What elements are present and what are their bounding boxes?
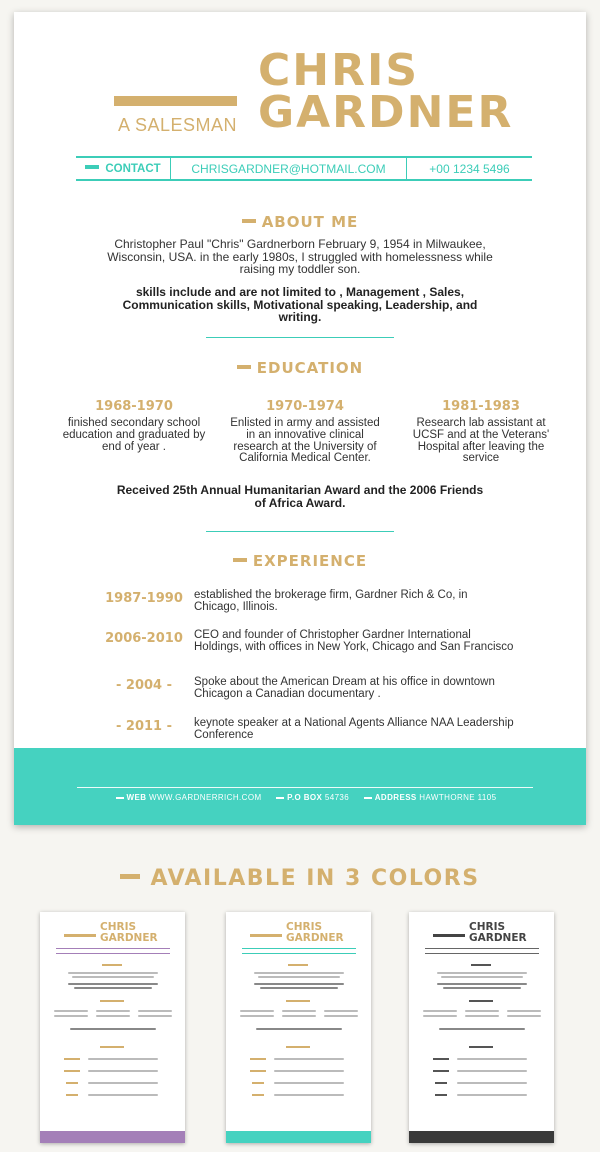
thumb-line [54, 1015, 88, 1017]
thumb-line [441, 976, 523, 978]
education-text: Research lab assistant at UCSF and at the Veterans' Hospital after leaving the service [412, 417, 550, 465]
experience-item [94, 718, 524, 742]
thumb-line [88, 1070, 158, 1072]
last-name: GARDNER [258, 87, 514, 138]
thumb-line [324, 1015, 358, 1017]
thumb-year [64, 1070, 80, 1072]
thumb-contact-bar [242, 948, 356, 954]
thumb-section [100, 1000, 124, 1002]
thumb-line [74, 987, 152, 989]
experience-item [94, 590, 524, 614]
thumb-year [66, 1094, 78, 1096]
web-label: WEB [126, 793, 147, 802]
thumb-line [254, 972, 344, 974]
thumb-line [88, 1094, 158, 1096]
thumb-section [286, 1000, 310, 1002]
thumb-line [70, 1028, 156, 1030]
thumb-line [138, 1015, 172, 1017]
divider [206, 531, 394, 532]
thumb-accent-bar [64, 934, 96, 937]
thumb-line [507, 1015, 541, 1017]
thumb-section [100, 1046, 124, 1048]
contact-phone[interactable]: +00 1234 5496 [429, 161, 510, 176]
full-name [258, 45, 514, 138]
thumb-footer [409, 1131, 554, 1143]
about-title: ABOUT ME [14, 213, 586, 231]
thumb-line [96, 1015, 130, 1017]
experience-years: - 2004 - [115, 678, 173, 693]
web-link[interactable]: WWW.GARDNERRICH.COM [149, 793, 262, 802]
dash-icon [116, 797, 124, 799]
thumb-line [72, 976, 154, 978]
thumb-year [252, 1082, 264, 1084]
thumb-line [465, 1015, 499, 1017]
thumb-line [274, 1058, 344, 1060]
thumb-line [443, 987, 521, 989]
first-name: CHRIS [258, 45, 420, 96]
thumb-year [435, 1094, 447, 1096]
thumb-contact-bar [56, 948, 170, 954]
thumb-footer [40, 1131, 185, 1143]
thumb-section [286, 1046, 310, 1048]
po-box-label: P.O BOX [287, 793, 323, 802]
thumb-section [102, 964, 122, 966]
thumb-year [250, 1070, 266, 1072]
thumb-year [250, 1058, 266, 1060]
experience-years: 2006-2010 [105, 631, 183, 646]
thumb-line [68, 972, 158, 974]
variant-thumbnail-purple[interactable] [40, 912, 185, 1143]
thumb-line [96, 1010, 130, 1012]
dash-icon [364, 797, 372, 799]
thumb-line [439, 1028, 525, 1030]
thumb-accent-bar [250, 934, 282, 937]
thumb-line [240, 1015, 274, 1017]
education-item [225, 399, 385, 465]
dash-icon [242, 219, 256, 223]
education-text: Enlisted in army and assisted in an innovative clinical research at the University of California Medical Center. [230, 417, 380, 465]
thumb-year [66, 1082, 78, 1084]
variants-title: AVAILABLE IN 3 COLORS [0, 866, 600, 891]
skills-text: skills include and are not limited to , Management , Sales, Communication skills, Motivational speaking, Leadership, and writing. [122, 285, 478, 324]
thumb-line [256, 1028, 342, 1030]
education-years: 1968-1970 [95, 399, 173, 414]
thumb-year [433, 1070, 449, 1072]
resume-card [14, 12, 586, 825]
thumb-line [437, 983, 527, 985]
thumb-name: CHRIS GARDNER [469, 921, 527, 944]
thumb-line [507, 1010, 541, 1012]
education-title: EDUCATION [14, 359, 586, 377]
experience-text: Spoke about the American Dream at his office in downtown Chicagon a Canadian documentary . [194, 676, 495, 700]
dash-icon [120, 874, 140, 879]
thumb-line [457, 1094, 527, 1096]
po-box-value: 54736 [324, 793, 350, 802]
footer-divider [77, 787, 533, 788]
thumb-year [433, 1058, 449, 1060]
thumb-year [252, 1094, 264, 1096]
education-item [401, 399, 561, 465]
experience-text: keynote speaker at a National Agents Alliance NAA Leadership Conference [194, 717, 514, 741]
thumb-line [437, 972, 527, 974]
thumb-line [258, 976, 340, 978]
divider [206, 337, 394, 338]
thumb-year [64, 1058, 80, 1060]
thumb-section [469, 1046, 493, 1048]
experience-item [94, 630, 524, 654]
thumb-line [138, 1010, 172, 1012]
job-role: A SALESMAN [118, 115, 238, 135]
thumb-line [324, 1010, 358, 1012]
thumb-section [288, 964, 308, 966]
thumb-line [465, 1010, 499, 1012]
thumb-line [274, 1082, 344, 1084]
thumb-section [471, 964, 491, 966]
education-years: 1970-1974 [266, 399, 344, 414]
dash-icon [233, 558, 247, 562]
thumb-line [274, 1070, 344, 1072]
thumb-year [435, 1082, 447, 1084]
thumb-line [54, 1010, 88, 1012]
thumb-section [469, 1000, 493, 1002]
thumb-accent-bar [433, 934, 465, 937]
thumb-line [423, 1015, 457, 1017]
thumb-line [260, 987, 338, 989]
experience-item [94, 677, 524, 701]
thumb-name: CHRIS GARDNER [286, 921, 344, 944]
dash-icon [237, 365, 251, 369]
contact-bar [76, 156, 532, 181]
address-value: HAWTHORNE 1105 [419, 793, 497, 802]
about-text: Christopher Paul "Chris" Gardnerborn February 9, 1954 in Milwaukee, Wisconsin, USA. in the early 1980s, I struggled with homelessness while raising my toddler son. [107, 237, 493, 276]
dash-icon [276, 797, 284, 799]
award-text: Received 25th Annual Humanitarian Award and the 2006 Friends of Africa Award. [116, 483, 484, 510]
thumb-line [240, 1010, 274, 1012]
thumb-name: CHRIS GARDNER [100, 921, 158, 944]
education-text: finished secondary school education and graduated by end of year . [62, 417, 206, 453]
variant-thumbnail-dark[interactable] [409, 912, 554, 1143]
footer-info [14, 793, 586, 802]
thumb-contact-bar [425, 948, 539, 954]
thumb-line [282, 1010, 316, 1012]
thumb-line [457, 1070, 527, 1072]
education-years: 1981-1983 [442, 399, 520, 414]
thumb-line [274, 1094, 344, 1096]
contact-label: CONTACT [76, 158, 171, 179]
variant-thumbnail-teal[interactable] [226, 912, 371, 1143]
thumb-line [88, 1058, 158, 1060]
dash-icon [85, 165, 99, 169]
experience-text: CEO and founder of Christopher Gardner International Holdings, with offices in New York, Chicago and San Francisco [194, 629, 514, 653]
thumb-line [282, 1015, 316, 1017]
experience-years: - 2011 - [115, 719, 173, 734]
thumb-line [88, 1082, 158, 1084]
experience-years: 1987-1990 [105, 591, 183, 606]
header-accent-bar [114, 96, 237, 106]
experience-title: EXPERIENCE [14, 552, 586, 570]
thumb-footer [226, 1131, 371, 1143]
contact-email[interactable]: CHRISGARDNER@HOTMAIL.COM [171, 158, 407, 179]
education-item [54, 399, 214, 453]
address-label: ADDRESS [374, 793, 417, 802]
thumb-line [254, 983, 344, 985]
thumb-line [423, 1010, 457, 1012]
thumb-line [68, 983, 158, 985]
footer-bar [14, 748, 586, 825]
thumb-line [457, 1058, 527, 1060]
experience-text: established the brokerage firm, Gardner Rich & Co, in Chicago, Illinois. [194, 589, 468, 613]
thumb-line [457, 1082, 527, 1084]
